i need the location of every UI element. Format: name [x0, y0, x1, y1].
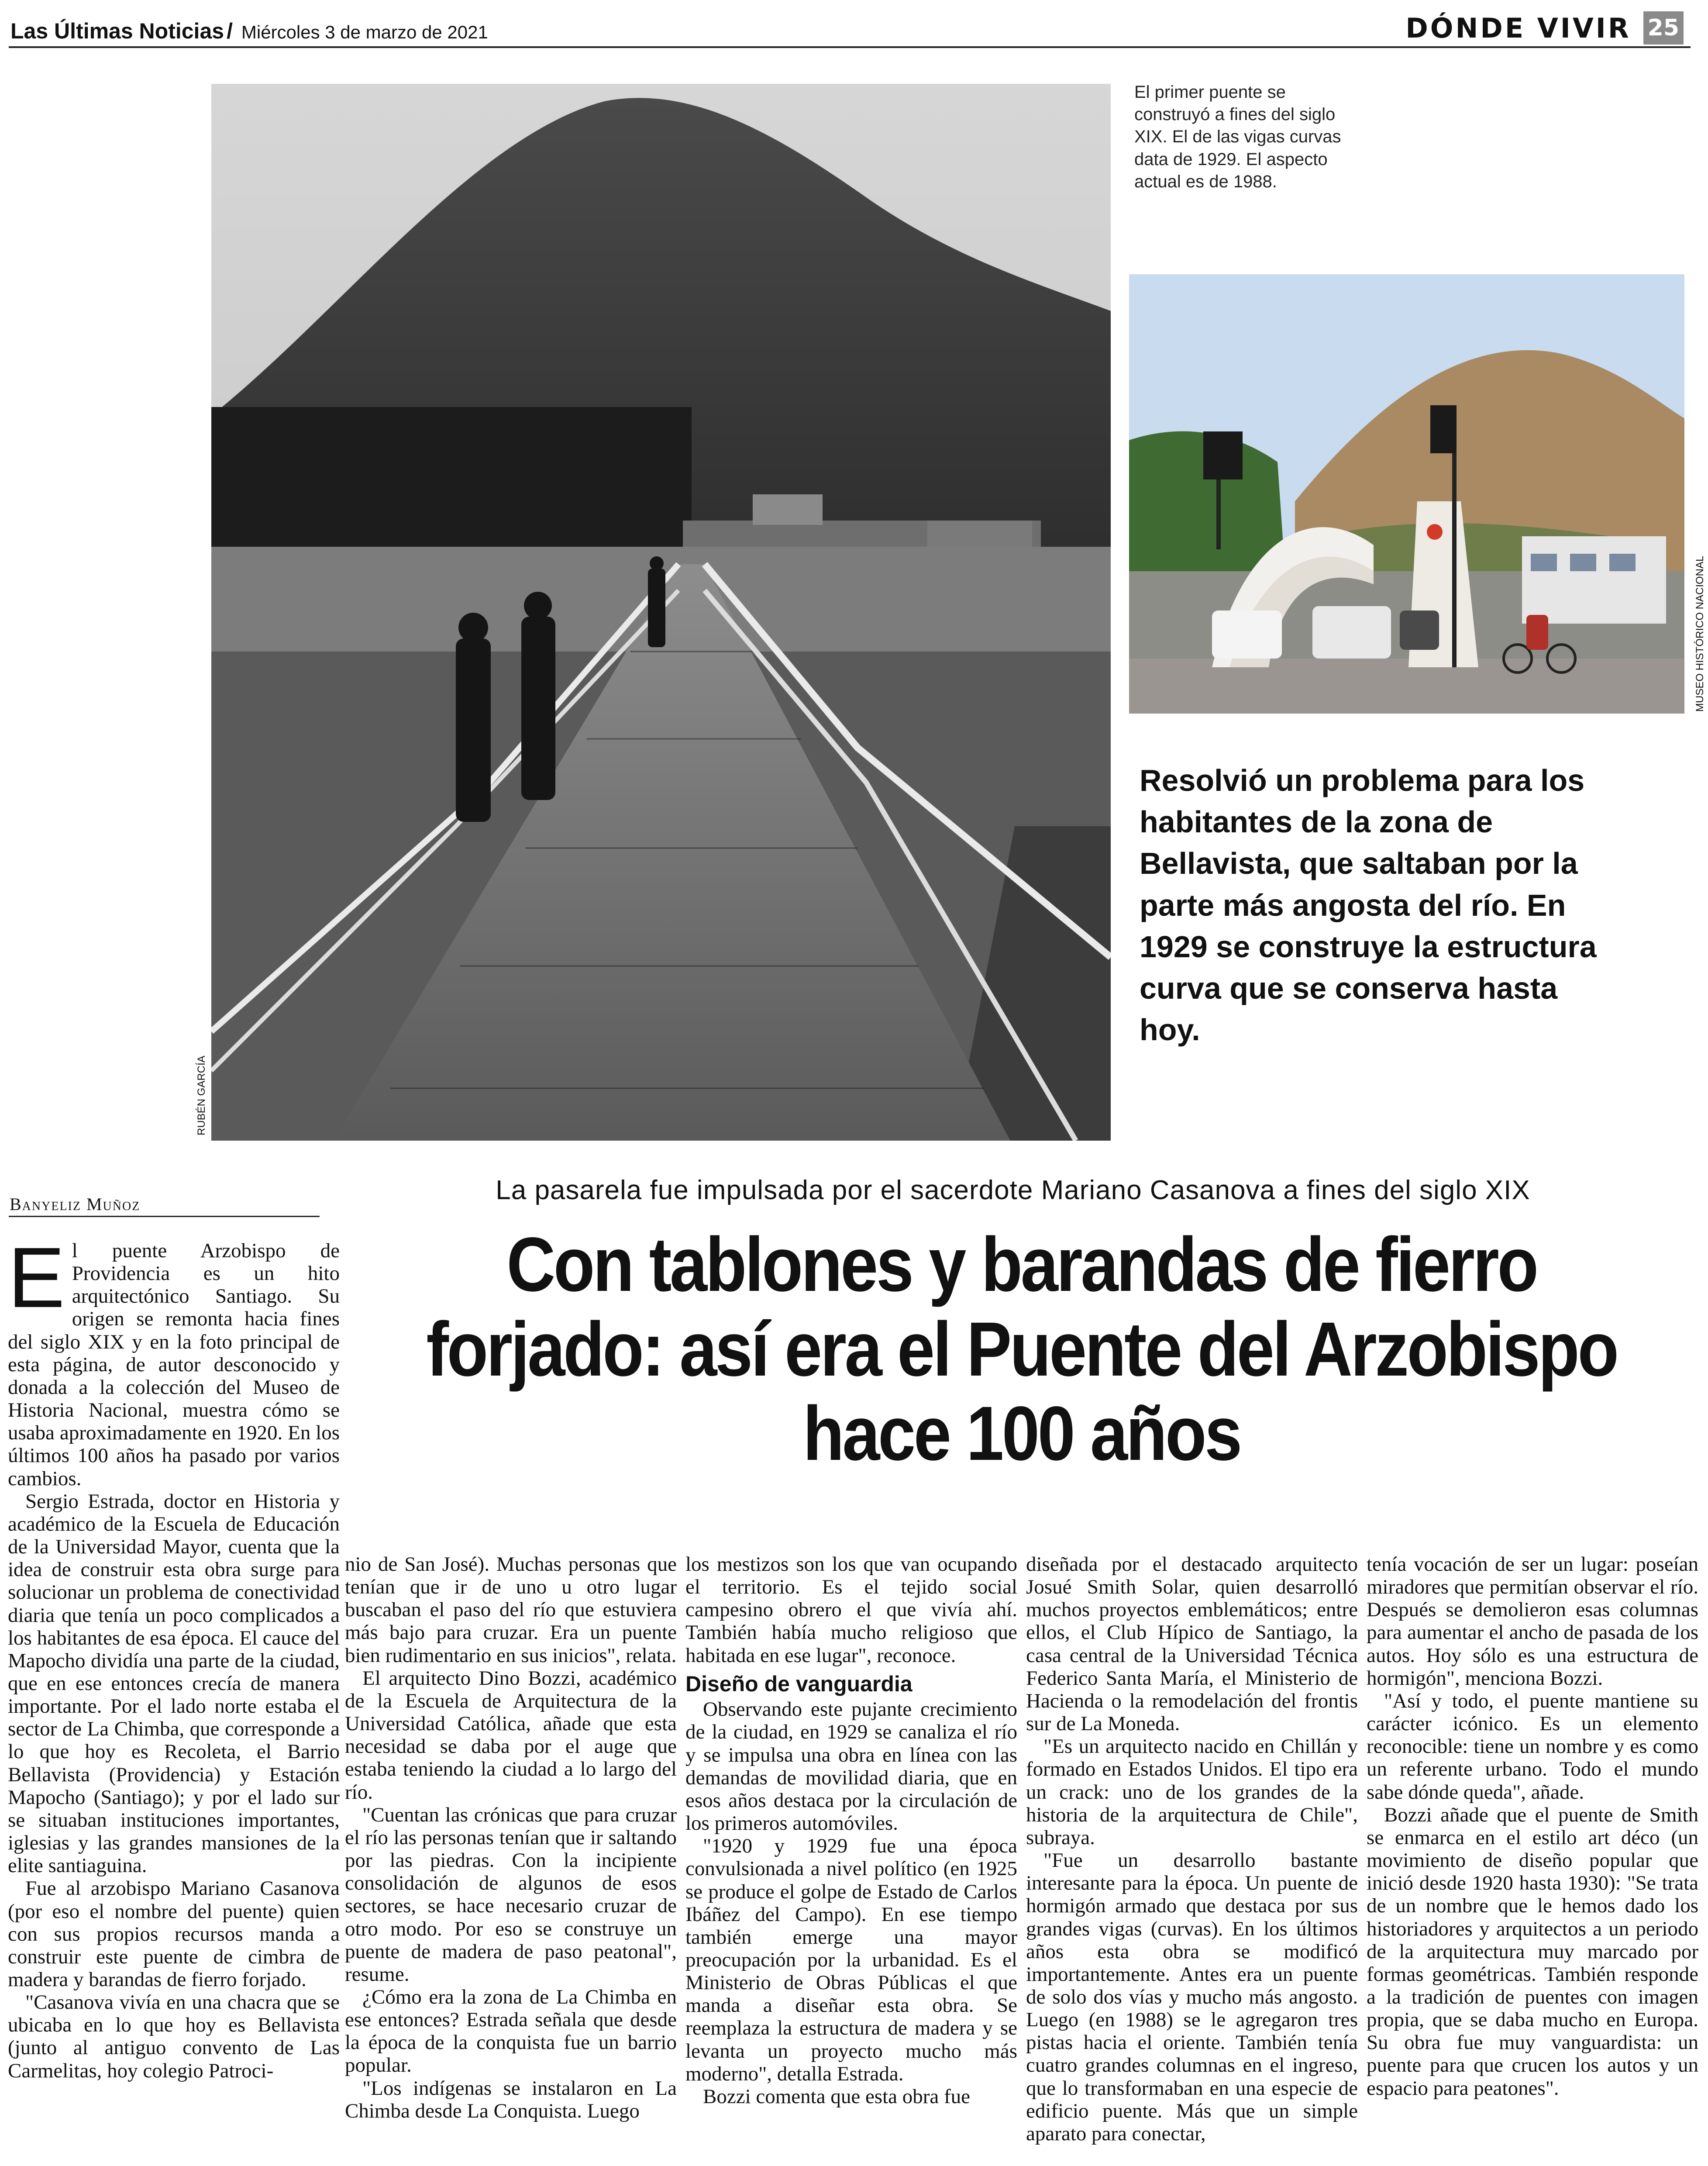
- body-paragraph: El arquitecto Dino Bozzi, académico de la Escuela de Arquitectura de la Universidad Católica, añade que esta necesidad se daba por el auge que estaba teniendo la ciudad a lo largo del río.: [345, 1666, 677, 1804]
- header-rule: [9, 46, 1691, 48]
- body-paragraph: Bozzi comenta que esta obra fue: [703, 2085, 971, 2108]
- modern-photo-credit: MUSEO HISTÓRICO NACIONAL: [1694, 555, 1706, 712]
- modern-bridge-photo: [1129, 274, 1684, 714]
- publication-name: Las Últimas Noticias: [10, 19, 224, 43]
- pull-quote: Resolvió un problema para los habitantes de la zona de Bellavista, que saltaban por la parte más angosta del río. En 1929 se construye la estructura curva que se conserva hasta hoy.: [1140, 763, 1597, 1047]
- drop-cap: E: [8, 1239, 65, 1325]
- section-title: DÓNDE VIVIR: [1405, 12, 1631, 44]
- page-header-right: [1405, 11, 1684, 45]
- page-header-left: [10, 18, 488, 44]
- article-column-5: [1367, 1553, 1698, 2166]
- body-paragraph: Observando este pujante crecimiento de la ciudad, en 1929 se canaliza el río y se impulsa una obra en línea con las demandas de movilidad diaria, que en esos años destaca por la circulación de los primeros automóviles.: [685, 1698, 1017, 1835]
- main-photo-credit: RUBÉN GARCÍA: [196, 1055, 207, 1135]
- body-paragraph: "Es un arquitecto nacido en Chillán y formado en Estados Unidos. El tipo era un crack: uno de los grandes de la historia de la arquitectura de Chile", subraya.: [1026, 1735, 1358, 1849]
- section-subheading: Diseño de vanguardia: [685, 1671, 913, 1696]
- body-paragraph: "Fue un desarrollo bastante interesante para la época. Un puente de hormigón armado que destaca por sus grandes vigas (curvas). En los últimos años esta obra se modificó importantemente. Antes era un puente de solo dos vías y mucho más angosto. Luego (en 1988) se le agregaron tres pistas hacia el oriente. También tenía cuatro grandes columnas en el ingreso, que lo transformaban en una especie de edificio puente. Más que un simple aparato para conectar,: [1026, 1849, 1358, 2145]
- body-paragraph: "Casanova vivía en una chacra que se ubicaba en lo que hoy es Bellavista (junto al antiguo convento de Las Carmelitas, hoy colegio Patroci-: [8, 1991, 340, 2082]
- article-kicker: La pasarela fue impulsada por el sacerdote Mariano Casanova a fines del siglo XIX: [496, 1175, 1530, 1205]
- photo-caption: El primer puente se construyó a fines del siglo XIX. El de las vigas curvas data de 1929. El aspecto actual es de 1988.: [1134, 83, 1341, 191]
- body-paragraph: Fue al arzobispo Mariano Casanova (por eso el nombre del puente) quien con sus propios recursos manda a construir este puente de cimbra de madera y barandas de fierro forjado.: [8, 1877, 340, 1991]
- publication-date: Miércoles 3 de marzo de 2021: [241, 22, 488, 42]
- body-paragraph: los mestizos son los que van ocupando el territorio. Es el tejido social campesino obrero el que vivía ahí. También había mucho religioso que habitada en ese lugar", reconoce.: [685, 1553, 1017, 1667]
- byline-rule: [9, 1216, 320, 1217]
- article-column-4: [1026, 1553, 1358, 2166]
- article-column-2: [345, 1553, 677, 2166]
- byline: Banyeliz Muñoz: [10, 1194, 141, 1214]
- historic-bridge-photo: [211, 84, 1111, 1141]
- body-paragraph: "Cuentan las crónicas que para cruzar el río las personas tenían que ir saltando por las piedras. Con la incipiente consolidación de algunos de esos sectores, se hace necesario cruzar de otro modo. Por eso se construye un puente de madera de paso peatonal", resume.: [345, 1803, 677, 1986]
- body-paragraph: nio de San José). Muchas personas que tenían que ir de uno u otro lugar buscaban el paso del río que estuviera más bajo para cruzar. Era un puente bien rudimentario en sus inicios", relata.: [345, 1553, 677, 1667]
- body-paragraph: tenía vocación de ser un lugar: poseían miradores que permitían observar el río. Después se demolieron esas columnas para aumentar el ancho de pasada de los autos. Hoy sólo es una estructura de hormigón", menciona Bozzi.: [1367, 1553, 1698, 1690]
- body-paragraph: ¿Cómo era la zona de La Chimba en ese entonces? Estrada señala que desde la época de la conquista fue un barrio popular.: [345, 1985, 677, 2077]
- lead-paragraph: [8, 1239, 340, 1490]
- article-headline: Con tablones y barandas de fierro forjado: así era el Puente del Arzobispo hace 100 años: [426, 1222, 1617, 1477]
- article-column-1: [8, 1239, 340, 2166]
- header-separator: /: [227, 19, 233, 43]
- lead-paragraph-text: l puente Arzobispo de Providencia es un hito arquitectónico Santiago. Su origen se remonta hacia fines del siglo XIX y en la foto principal de esta página, de autor desconocido y donada a la colección del Museo de Historia Nacional, muestra cómo se usaba aproximadamente en 1920. En los últimos 100 años ha pasado por varios cambios.: [8, 1239, 340, 1490]
- article-column-3: [685, 1553, 1017, 2166]
- body-paragraph: Bozzi añade que el puente de Smith se enmarca en el estilo art déco (un movimiento de diseño popular que inició desde 1920 hasta 1930): "Se trata de un nombre que le hemos dado los historiadores y arquitectos a un periodo de la arquitectura muy marcado por formas geométricas. También responde a la tradición de puentes con imagen propia, que se daba mucho en Europa. Su obra fue muy vanguardista: un puente para que crucen los autos y un espacio para peatones".: [1367, 1803, 1698, 2100]
- body-paragraph: diseñada por el destacado arquitecto Josué Smith Solar, quien desarrolló muchos proyectos emblemáticos; entre ellos, el Club Hípico de Santiago, la casa central de la Universidad Técnica Federico Santa María, el Ministerio de Hacienda o la remodelación del frontis sur de La Moneda.: [1026, 1553, 1358, 1735]
- page-number: 25: [1643, 11, 1684, 45]
- body-paragraph: "Los indígenas se instalaron en La Chimba desde La Conquista. Luego: [345, 2076, 677, 2122]
- body-paragraph: "Así y todo, el puente mantiene su carácter icónico. Es un elemento reconocible: tiene un nombre y es como un referente urbano. Todo el mundo sabe dónde queda", añade.: [1367, 1689, 1698, 1804]
- body-paragraph: "1920 y 1929 fue una época convulsionada a nivel político (en 1925 se produce el golpe de Estado de Carlos Ibáñez del Campo). En ese tiempo también emerge una mayor preocupación por la urbanidad. Es el Ministerio de Obras Públicas el que manda a diseñar esta obra. Se reemplaza la estructura de madera y se levanta un proyecto mucho más moderno", detalla Estrada.: [685, 1835, 1017, 2085]
- body-paragraph: Sergio Estrada, doctor en Historia y académico de la Escuela de Educación de la Universidad Mayor, cuenta que la idea de construir esta obra surge para solucionar un problema de conectividad diaria que tenía un poco complicados a los habitantes de esa época. El cauce del Mapocho dividía una parte de la ciudad, que en ese entonces crecía de manera importante. Por el lado norte estaba el sector de La Chimba, que corresponde a lo que hoy es Recoleta, el Barrio Bellavista (Providencia) y Estación Mapocho (Santiago); y por el lado sur se situaban instituciones importantes, iglesias y las grandes mansiones de la elite santiaguina.: [8, 1490, 340, 1877]
